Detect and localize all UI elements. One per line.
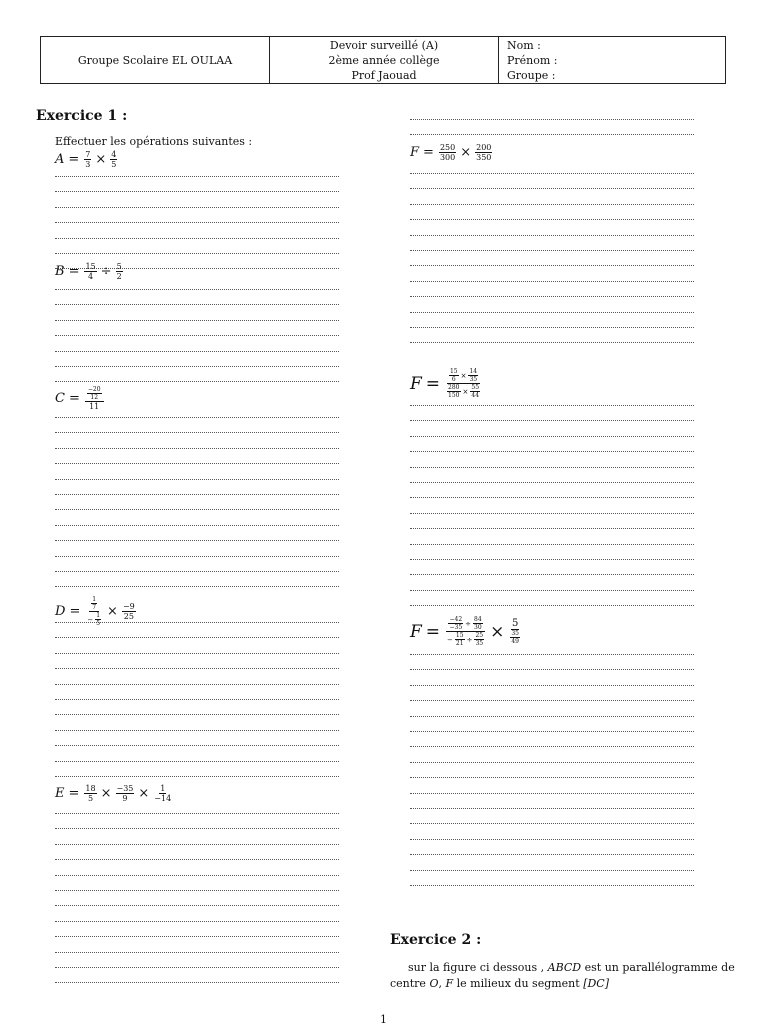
expression-f3: F = $\frac{-42}{-35}$ ÷ $\frac{84}{30}$ − $\frac{15}{21}$ ÷ $\frac{25}{35}$ × $\frac{5}{\frac{35}{49}}$: [410, 616, 519, 647]
answer-line[interactable]: [410, 173, 694, 174]
answer-line[interactable]: [410, 296, 694, 297]
answer-line[interactable]: [410, 204, 694, 205]
answer-line[interactable]: [410, 436, 694, 437]
answer-line[interactable]: [55, 320, 339, 321]
answer-line[interactable]: [55, 432, 339, 433]
answer-line[interactable]: [410, 746, 694, 747]
expression-c: C = $\frac{\frac{-20}{12}}{11}$: [55, 386, 105, 411]
student-info-cell: [499, 37, 725, 83]
answer-line[interactable]: [410, 839, 694, 840]
answer-line[interactable]: [55, 556, 339, 557]
answer-line[interactable]: [410, 669, 694, 670]
answer-line[interactable]: [410, 762, 694, 763]
answer-line[interactable]: [55, 222, 339, 223]
answer-line[interactable]: [410, 513, 694, 514]
answer-line[interactable]: [55, 859, 339, 860]
answer-line[interactable]: [410, 544, 694, 545]
answer-line[interactable]: [55, 828, 339, 829]
expression-e: E = $\frac{18}{5}$ × $\frac{-35}{9}$ × $\frac{1}{-14}$: [55, 784, 172, 803]
answer-line[interactable]: [55, 351, 339, 352]
answer-line[interactable]: [55, 479, 339, 480]
answer-line[interactable]: [410, 235, 694, 236]
answer-line[interactable]: [55, 653, 339, 654]
answer-line[interactable]: [55, 844, 339, 845]
answer-line[interactable]: [55, 509, 339, 510]
answer-line[interactable]: [410, 870, 694, 871]
answer-line[interactable]: [55, 699, 339, 700]
answer-line[interactable]: [55, 381, 339, 382]
answer-line[interactable]: [55, 982, 339, 983]
field-prenom[interactable]: Prénom :: [507, 53, 717, 68]
header-table: [40, 36, 726, 84]
answer-line[interactable]: [410, 482, 694, 483]
answer-line[interactable]: [410, 451, 694, 452]
answer-line[interactable]: [55, 714, 339, 715]
exam-teacher: Prof Jaouad: [351, 68, 417, 82]
answer-line[interactable]: [55, 525, 339, 526]
answer-line[interactable]: [410, 574, 694, 575]
answer-line[interactable]: [55, 253, 339, 254]
answer-line[interactable]: [55, 936, 339, 937]
answer-line[interactable]: [410, 793, 694, 794]
answer-line[interactable]: [55, 463, 339, 464]
field-nom[interactable]: Nom :: [507, 38, 717, 53]
exam-level: 2ème année collège: [328, 53, 440, 67]
answer-line[interactable]: [55, 668, 339, 669]
answer-line[interactable]: [410, 219, 694, 220]
expression-f1: F = $\frac{250}{300}$ × $\frac{200}{350}$: [410, 143, 492, 162]
answer-line[interactable]: [410, 777, 694, 778]
answer-line[interactable]: [55, 730, 339, 731]
answer-line[interactable]: [410, 590, 694, 591]
answer-line[interactable]: [410, 134, 694, 135]
expression-d: D = $\frac{1}{7}$ − $\frac{1}{5}$ × $\frac{-9}{25}$: [55, 596, 135, 627]
answer-line[interactable]: [55, 238, 339, 239]
answer-line[interactable]: [55, 637, 339, 638]
answer-line[interactable]: [55, 586, 339, 587]
answer-line[interactable]: [55, 890, 339, 891]
answer-line[interactable]: [410, 281, 694, 282]
answer-line[interactable]: [410, 420, 694, 421]
answer-line[interactable]: [55, 813, 339, 814]
answer-line[interactable]: [55, 304, 339, 305]
answer-line[interactable]: [410, 885, 694, 886]
expression-a: A = $\frac{7}{3}$ × $\frac{4}{5}$: [55, 150, 117, 169]
answer-line[interactable]: [410, 716, 694, 717]
answer-line[interactable]: [55, 191, 339, 192]
answer-line[interactable]: [55, 761, 339, 762]
school-cell: [41, 37, 270, 83]
answer-line[interactable]: [410, 654, 694, 655]
answer-line[interactable]: [55, 289, 339, 290]
answer-line[interactable]: [410, 731, 694, 732]
school-name: Groupe Scolaire EL OULAA: [77, 53, 233, 67]
answer-line[interactable]: [55, 684, 339, 685]
answer-line[interactable]: [55, 921, 339, 922]
answer-line[interactable]: [410, 188, 694, 189]
expression-f2: F = $\frac{15}{6}$ × $\frac{14}{35}$ $\frac{280}{150}$ × $\frac{55}{44}$: [410, 368, 480, 399]
exam-title: Devoir surveillé (A): [329, 38, 439, 52]
answer-line[interactable]: [55, 417, 339, 418]
answer-line[interactable]: [410, 467, 694, 468]
answer-line[interactable]: [410, 808, 694, 809]
answer-line[interactable]: [55, 494, 339, 495]
answer-line[interactable]: [55, 952, 339, 953]
answer-line[interactable]: [55, 366, 339, 367]
answer-line[interactable]: [55, 335, 339, 336]
answer-line[interactable]: [55, 448, 339, 449]
page-number: 1: [380, 1013, 387, 1026]
answer-line[interactable]: [55, 905, 339, 906]
answer-line[interactable]: [410, 685, 694, 686]
answer-line[interactable]: [410, 528, 694, 529]
answer-line[interactable]: [410, 700, 694, 701]
answer-line[interactable]: [410, 342, 694, 343]
answer-line[interactable]: [55, 176, 339, 177]
exercise2-title: Exercice 2 :: [390, 932, 482, 948]
exercise1-title: Exercice 1 :: [36, 108, 128, 124]
answer-line[interactable]: [55, 776, 339, 777]
answer-line[interactable]: [410, 497, 694, 498]
field-groupe[interactable]: Groupe :: [507, 68, 717, 83]
answer-line[interactable]: [55, 571, 339, 572]
answer-line[interactable]: [410, 823, 694, 824]
answer-line[interactable]: [55, 207, 339, 208]
answer-line[interactable]: [55, 540, 339, 541]
answer-line[interactable]: [410, 119, 694, 120]
answer-line[interactable]: [410, 605, 694, 606]
answer-line[interactable]: [410, 854, 694, 855]
answer-line[interactable]: [410, 250, 694, 251]
exercise1-instruction: Effectuer les opérations suivantes :: [55, 135, 253, 148]
answer-line[interactable]: [410, 327, 694, 328]
answer-line[interactable]: [55, 745, 339, 746]
answer-line[interactable]: [410, 559, 694, 560]
expression-b: B = $\frac{15}{4}$ ÷ $\frac{5}{2}$: [55, 262, 122, 281]
answer-line[interactable]: [410, 405, 694, 406]
answer-line[interactable]: [55, 967, 339, 968]
answer-line[interactable]: [410, 265, 694, 266]
exam-info-cell: [270, 37, 499, 83]
answer-line[interactable]: [410, 312, 694, 313]
exercise2-text: sur la figure ci dessous , ABCD est un parallélogramme de centre O, F le milieux du segment [DC]: [390, 961, 735, 990]
answer-line[interactable]: [55, 622, 339, 623]
answer-line[interactable]: [55, 875, 339, 876]
